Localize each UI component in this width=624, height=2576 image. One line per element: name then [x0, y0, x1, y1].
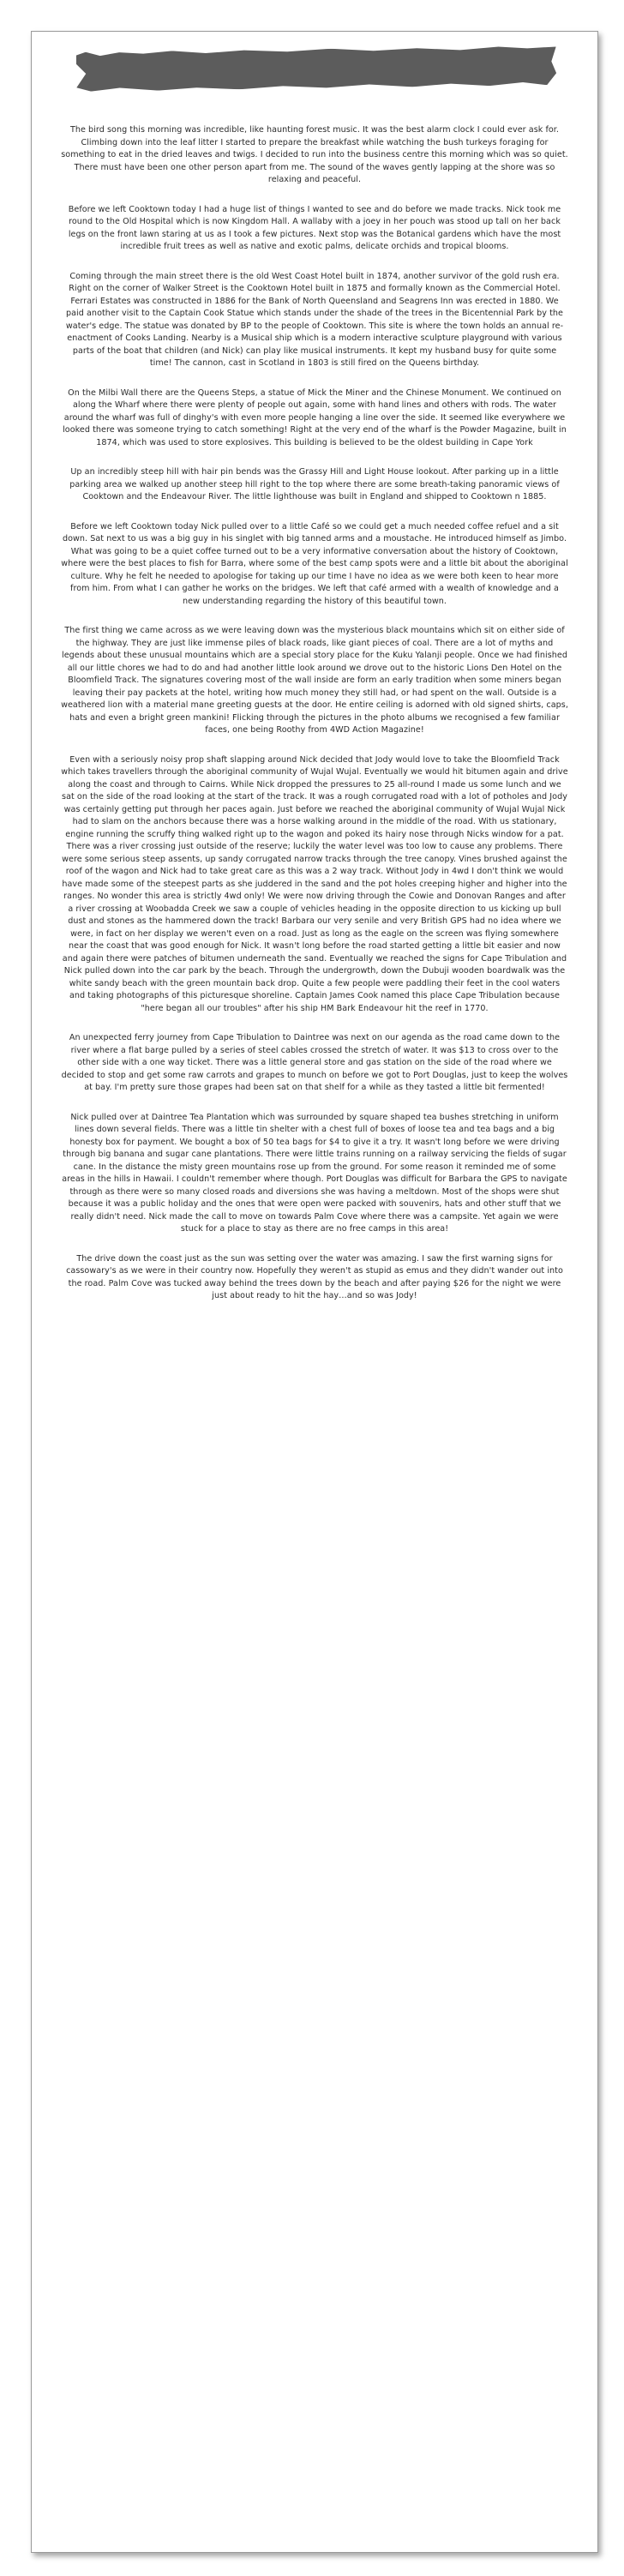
journal-paragraph-7: The first thing we came across as we were leaving down was the mysterious black mountains which sit on either side of the highway. They are just like immense piles of black roads, like giant pieces of coal. There are a lot of myths and legends about these unusual mountains which are a special story place for the Kuku Yalanji people. Once we had finished all our little chores we had to do and had another little look around we drove out to the historic Lions Den Hotel on the Bloomfield Track. The signatures covering most of the wall inside are form an early tradition when some miners began leaving their pay packets at the hotel, writing how much money they still had, or had spent on the wall. Outside is a weathered lion with a material mane greeting guests at the door. He entire ceiling is adorned with old signed shirts, caps, hats and even a bright green mankini! Flicking through the pictures in the photo albums we recognised a few familiar faces, one being Roothy from 4WD Action Magazine!	[61, 626, 568, 735]
journal-page	[31, 31, 598, 2553]
journal-paragraph-9: An unexpected ferry journey from Cape Tribulation to Daintree was next on our agenda as the road came down to the river where a flat barge pulled by a series of steel cables crossed the stretch of water. It was $13 to cross over to the other side with a one way ticket. There was a little general store and gas station on the side of the road where we decided to stop and get some raw carrots and grapes to munch on before we got to Port Douglas, just to keep the wolves at bay. I'm pretty sure those grapes had been sat on that shelf for a while as they tasted a little bit fermented!	[61, 1033, 568, 1092]
tape-strip-decoration	[76, 45, 557, 92]
journal-paragraph-6: Before we left Cooktown today Nick pulled over to a little Café so we could get a much needed coffee refuel and a sit down. Sat next to us was a big guy in his singlet with big tanned arms and a moustache. He introduced himself as Jimbo. What was going to be a quiet coffee turned out to be a very informative conversation about the history of Cooktown, where were the best places to fish for Barra, where some of the best camp spots were and a little bit about the aboriginal culture. Why he felt he needed to apologise for taking up our time I have no idea as we were both keen to hear more from him. From what I can gather he works on the bridges. We left that café armed with a wealth of knowledge and a new understanding regarding the history of this beautiful town.	[61, 521, 568, 606]
journal-paragraph-5: Up an incredibly steep hill with hair pin bends was the Grassy Hill and Light House lookout. After parking up in a little parking area we walked up another steep hill right to the top where there are some breath-taking panoramic views of Cooktown and the Endeavour River. The little lighthouse was built in England and shipped to Cooktown n 1885.	[69, 467, 560, 501]
journal-paragraph-8: Even with a seriously noisy prop shaft slapping around Nick decided that Jody would love to take the Bloomfield Track which takes travellers through the aboriginal community of Wujal Wujal. Eventually we would hit bitumen again and drive along the coast and through to Cairns. While Nick dropped the pressures to 25 all-round I made us some lunch and we sat on the side of the road looking at the start of the track. It was a rough corrugated road with a lot of potholes and Jody was certainly getting put through her paces again. Just before we reached the aboriginal community of Wujal Wujal Nick had to slam on the anchors because there was a horse walking around in the middle of the road. With us stationary, engine running the scruffy thing walked right up to the wagon and poked its hairy nose through Nicks window for a pat. There was a river crossing just outside of the reserve; luckily the water level was too low to cause any problems. There were some serious steep assents, up sandy corrugated narrow tracks through the tree canopy. Vines brushed against the roof of the wagon and Nick had to take great care as this was a 2 way track. Without Jody in 4wd I don't think we would have made some of the steepest parts as she juddered in the sand and the pot holes creeping higher and higher into the ranges. No wonder this area is strictly 4wd only! We were now driving through the Cowie and Donovan Ranges and after a river crossing at Woobadda Creek we saw a couple of vehicles heading in the opposite direction to us kicking up bull dust and stones as the hammered down the track! Barbara our very senile and very British GPS had no idea where we were, in fact on her display we weren't even on a road. Just as long as the eagle on the screen was flying somewhere near the coast that was good enough for Nick. It wasn't long before the road started getting a little bit easier and now and again there were patches of bitumen underneath the sand. Eventually we reached the signs for Cape Tribulation and Nick pulled down into the car park by the beach. Through the undergrowth, down the Dubuji wooden boardwalk was the white sandy beach with the green mountain back drop. Quite a few people were paddling their feet in the cool waters and taking photographs of this picturesque shoreline. Captain James Cook named this place Cape Tribulation because "here began all our troubles" after his ship HM Bark Endeavour hit the reef in 1770.	[61, 754, 568, 1013]
journal-body	[61, 124, 568, 1320]
journal-paragraph-1: The bird song this morning was incredible, like haunting forest music. It was the best alarm clock I could ever ask for. Climbing down into the leaf litter I started to prepare the breakfast while watching the bush turkeys foraging for something to eat in the dried leaves and twigs. I decided to run into the business centre this morning which was so quiet. There must have been one other person apart from me. The sound of the waves gently lapping at the shore was so relaxing and peaceful.	[61, 125, 568, 184]
journal-paragraph-2: Before we left Cooktown today I had a huge list of things I wanted to see and do before we made tracks. Nick took me round to the Old Hospital which is now Kingdom Hall. A wallaby with a joey in her pouch was stood up tall on her back legs on the front lawn staring at us as I took a few pictures. Next stop was the Botanical gardens which have the most incredible fruit trees as well as native and exotic palms, delicate orchids and tropical blooms.	[68, 204, 561, 251]
journal-paragraph-11: The drive down the coast just as the sun was setting over the water was amazing. I saw the first warning signs for cassowary's as we were in their country now. Hopefully they weren't as stupid as emus and they didn't wander out into the road. Palm Cove was tucked away behind the trees down by the beach and after paying $26 for the night we were just about ready to hit the hay…and so was Jody!	[66, 1253, 563, 1300]
journal-paragraph-3: Coming through the main street there is the old West Coast Hotel built in 1874, another survivor of the gold rush era. Right on the corner of Walker Street is the Cooktown Hotel built in 1875 and formally known as the Commercial Hotel. Ferrari Estates was constructed in 1886 for the Bank of North Queensland and Seagrens Inn was erected in 1880. We paid another visit to the Captain Cook Statue which stands under the shade of the trees in the Bicentennial Park by the water's edge. The statue was donated by BP to the people of Cooktown. This site is where the town holds an annual re-enactment of Cooks Landing. Nearby is a Musical ship which is a modern interactive sculpture playground with various parts of the boat that children (and Nick) can play like musical instruments. It kept my husband busy for quite some time! The cannon, cast in Scotland in 1803 is still fired on the Queens birthday.	[65, 271, 564, 368]
journal-paragraph-10: Nick pulled over at Daintree Tea Plantation which was surrounded by square shaped tea bushes stretching in uniform lines down several fields. There was a little tin shelter with a chest full of boxes of loose tea and tea bags and a big honesty box for payment. We bought a box of 50 tea bags for $4 to give it a try. It wasn't long before we were driving through big banana and sugar cane plantations. There were little trains running on a railway servicing the fields of sugar cane. In the distance the misty green mountains rose up from the ground. For some reason it reminded me of some areas in the hills in Hawaii. I couldn't remember where though. Port Douglas was difficult for Barbara the GPS to navigate through as there were so many closed roads and diversions she was having a meltdown. Most of the shops were shut because it was a public holiday and the ones that were open were packed with souvenirs, hats and other stuff that we really didn't need. Nick made the call to move on towards Palm Cove where there was a campsite. Yet again we were stuck for a place to stay as there are no free camps in this area!	[62, 1112, 567, 1234]
journal-paragraph-4: On the Milbi Wall there are the Queens Steps, a statue of Mick the Miner and the Chinese Monument. We continued on along the Wharf where there were plenty of people out again, some with hand lines and others with rods. The water around the wharf was full of dinghy's with even more people hanging a line over the side. It seemed like everywhere we looked there was someone trying to catch something! Right at the very end of the wharf is the Powder Magazine, built in 1874, which was used to store explosives. This building is believed to be the oldest building in Cape York	[63, 387, 567, 447]
